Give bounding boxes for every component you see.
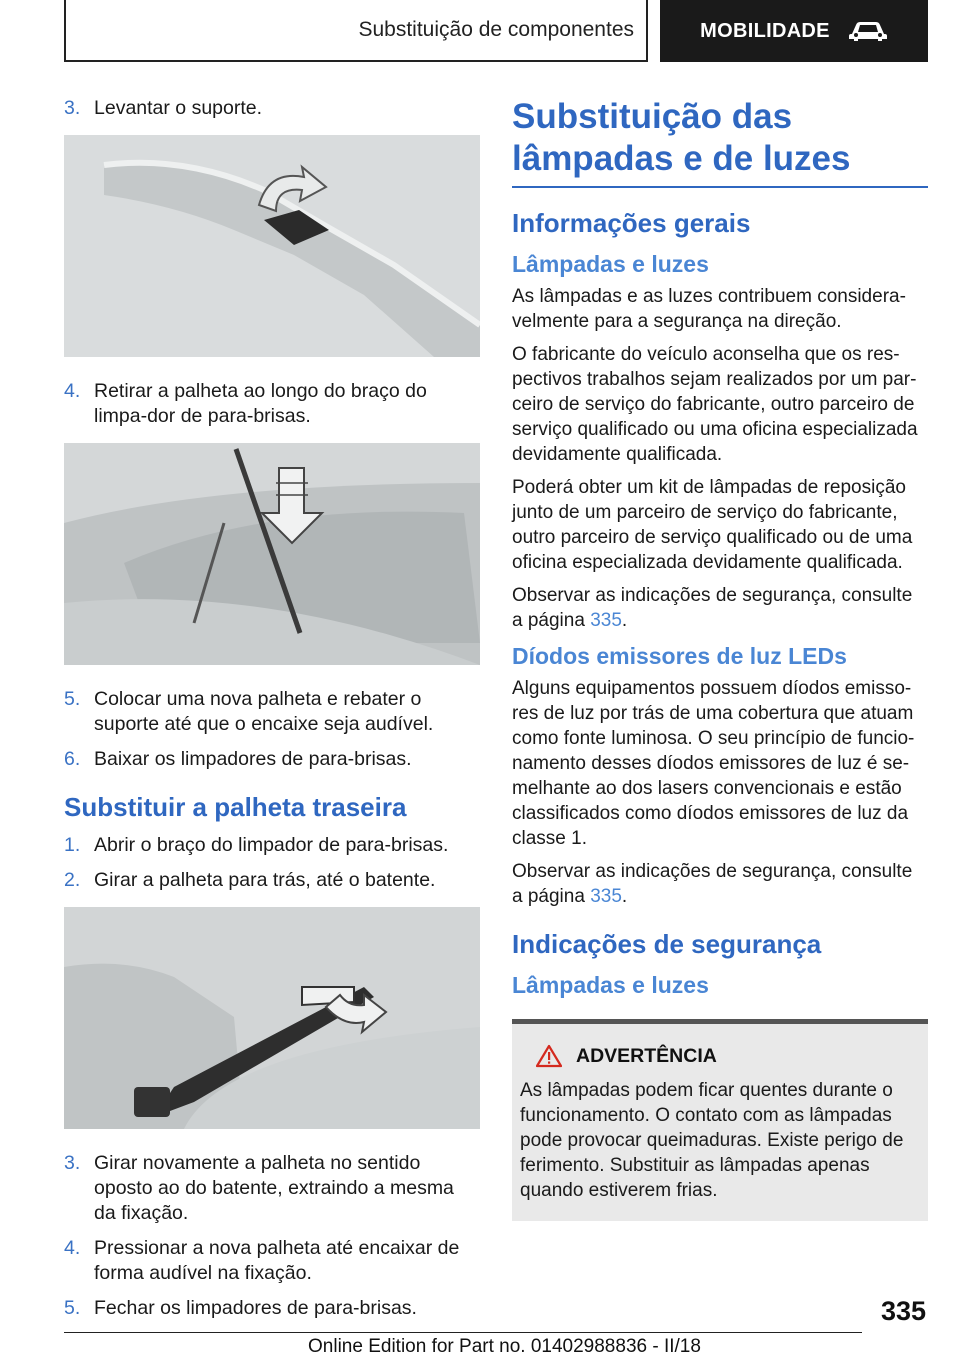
windshield-wiper-illustration: [64, 443, 480, 665]
step-item: [64, 1151, 480, 1226]
step-text: Levantar o suporte.: [94, 97, 263, 119]
car-icon: [848, 19, 888, 43]
warning-box: [512, 1019, 928, 1221]
paragraph-text: Observar as indicações de segurança, consulte a página: [512, 861, 913, 907]
rear-wiper-illustration: [64, 907, 480, 1129]
step-text: Fechar os limpadores de para-brisas.: [94, 1297, 417, 1319]
step-text: Pressionar a nova palheta até encaixar de forma audível na fixação.: [94, 1237, 460, 1284]
section-heading: Substituir a palheta traseira: [64, 792, 407, 822]
section-heading-safety: Indicações de segurança: [512, 929, 822, 959]
step-text: Girar novamente a palheta no sentido oposto ao do batente, extraindo a mesma da fixação.: [94, 1152, 454, 1224]
paragraph-with-link: [512, 859, 928, 909]
warning-title: ADVERTÊNCIA: [576, 1044, 717, 1067]
warning-triangle-icon: [536, 1044, 562, 1068]
step-number: 2.: [64, 869, 81, 891]
paragraph-text: .: [621, 610, 628, 631]
paragraph: As lâmpadas e as luzes contribuem considera-velmente para a segurança na direção.: [512, 286, 906, 332]
paragraph: Poderá obter um kit de lâmpadas de reposição junto de um parceiro de serviço do fabricante, outro parceiro de serviço qualificado ou de uma oficina especializada devidamente qualificada.: [512, 477, 913, 573]
step-number: 5.: [64, 688, 81, 710]
edition-info: Online Edition for Part no. 01402988836 - II/18: [308, 1336, 701, 1357]
step-number: 3.: [64, 1152, 81, 1174]
step-number: 3.: [64, 97, 81, 119]
step-item: [64, 687, 480, 737]
right-column: [512, 96, 928, 1221]
section-header: [64, 0, 648, 62]
wiper-support-illustration: [64, 135, 480, 357]
step-number: 4.: [64, 380, 81, 402]
step-item: [64, 868, 480, 893]
step-item: [64, 1296, 480, 1321]
step-item: [64, 833, 480, 858]
page-number: 335: [880, 1296, 926, 1326]
paragraph-text: .: [621, 886, 628, 907]
step-text: Retirar a palheta ao longo do braço do limpa-dor de para-brisas.: [94, 380, 427, 427]
left-column: [64, 96, 480, 1331]
subheading-bulbs: Lâmpadas e luzes: [512, 251, 709, 277]
paragraph: Alguns equipamentos possuem díodos emisso-res de luz por trás de uma cobertura que atuam como fonte luminosa. O seu princípio de funcio-namento desses díodos emissores de luz é se-melhante ao dos lasers convencionais e estão classificados como díodos emissores de luz da classe 1.: [512, 678, 915, 849]
step-number: 6.: [64, 748, 81, 770]
page-reference-link[interactable]: 335: [590, 886, 622, 907]
step-item: [64, 1236, 480, 1286]
warning-header: [536, 1044, 920, 1068]
page-reference-link[interactable]: 335: [590, 610, 622, 631]
subheading-safety-bulbs: Lâmpadas e luzes: [512, 972, 709, 998]
step-number: 5.: [64, 1297, 81, 1319]
paragraph-text: Observar as indicações de segurança, consulte a página: [512, 585, 913, 631]
step-text: Girar a palheta para trás, até o batente.: [94, 869, 436, 891]
step-item: [64, 747, 480, 772]
step-item: [64, 379, 480, 429]
step-number: 4.: [64, 1237, 81, 1259]
section-heading-general: Informações gerais: [512, 208, 751, 238]
step-text: Abrir o braço do limpador de para-brisas.: [94, 834, 449, 856]
paragraph-with-link: [512, 583, 928, 633]
step-text: Colocar uma nova palheta e rebater o suporte até que o encaixe seja audível.: [94, 688, 434, 735]
step-number: 1.: [64, 834, 81, 856]
footer-divider: [64, 1332, 862, 1333]
subheading-leds: Díodos emissores de luz LEDs: [512, 643, 847, 669]
page-title: Substituição das lâmpadas e de luzes: [512, 96, 928, 188]
chapter-title: MOBILIDADE: [700, 19, 830, 42]
step-text: Baixar os limpadores de para-brisas.: [94, 748, 412, 770]
step-item: [64, 96, 480, 121]
warning-text: As lâmpadas podem ficar quentes durante o funcionamento. O contato com as lâmpadas pode provocar queimaduras. Existe perigo de ferimento. Substituir as lâmpadas apenas quando estiverem frias.: [520, 1080, 904, 1201]
section-title: Substituição de componentes: [358, 18, 634, 41]
paragraph: O fabricante do veículo aconselha que os res-pectivos trabalhos sejam realizados por um par-ceiro de serviço do fabricante, outro parceiro de serviço qualificado ou uma oficina especializada devidamente qualificada.: [512, 344, 918, 465]
chapter-tab: [660, 0, 928, 62]
